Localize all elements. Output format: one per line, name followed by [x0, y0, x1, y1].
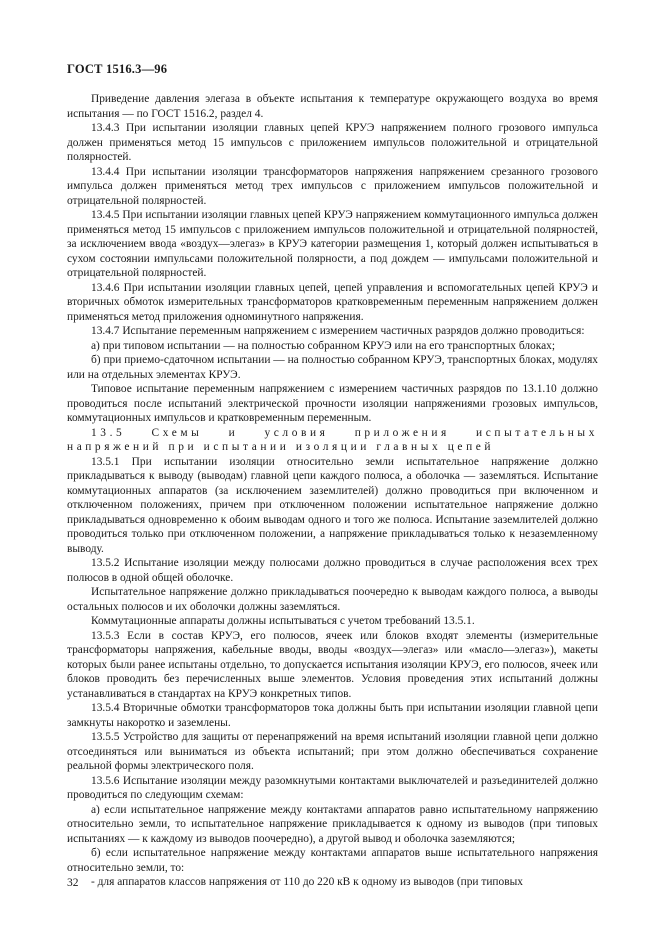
paragraph: Испытательное напряжение должно прикладываться поочередно к выводам каждого полюса, а выводы остальных полюсов и их оболочки должны заземляться. [67, 586, 598, 613]
paragraph: 13.5.1 При испытании изоляции относительно земли испытательное напряжение должно прикладываться к выводу (выводам) главной цепи каждого полюса, а оболочка — заземляться. Испытание коммутационных аппаратов (за исключением заземлителей) должно проводиться при включенном и отключенном положениях, причем при отключенном положении испытательное напряжение должно прикладываться одновременно к обоим выводам одного и того же полюса. Испытание заземлителей должно проводиться только при отключенном положении, а напряжение прикладываться только к незаземленному выводу. [67, 455, 598, 555]
document-body [67, 92, 598, 890]
list-item: б) при приемо-сдаточном испытании — на полностью собранном КРУЭ, транспортных блоках, модулях или на отдельных элементах КРУЭ. [67, 354, 598, 381]
paragraph: 13.5.5 Устройство для защиты от перенапряжений на время испытаний изоляции главной цепи должно отсоединяться или выниматься из объекта испытаний; при этом должно обеспечиваться сохранение реальной формы электрического поля. [67, 731, 598, 772]
paragraph: 13.4.4 При испытании изоляции трансформаторов напряжения напряжением срезанного грозового импульса должен применяться метод трех импульсов с приложением импульсов положительной и отрицательной полярностей. [67, 165, 598, 207]
list-item: а) если испытательное напряжение между контактами аппаратов равно испытательному напряжению относительно земли, то испытательное напряжение прикладывается к одному из выводов (при типовых испытаниях — к каждому из выводов поочередно), а другой вывод и оболочка заземляются; [67, 803, 598, 845]
section-heading: 13.5 Схемы и условия приложения испытательных напряжений при испытании изоляции главных цепей [67, 426, 598, 453]
paragraph: 13.5.2 Испытание изоляции между полюсами должно проводиться в случае расположения всех трех полюсов в одной общей оболочке. [67, 557, 598, 584]
page-number: 32 [67, 877, 79, 889]
paragraph: 13.4.6 При испытании изоляции главных цепей, цепей управления и вспомогательных цепей КРУЭ и вторичных обмоток измерительных трансформаторов кратковременным переменным напряжением должен применяться метод приложения одноминутного напряжения. [67, 281, 598, 323]
paragraph: 13.5.6 Испытание изоляции между разомкнутыми контактами выключателей и разъединителей должно проводиться по следующим схемам: [67, 774, 598, 801]
paragraph: 13.5.4 Вторичные обмотки трансформаторов тока должны быть при испытании изоляции главной цепи замкнуты накоротко и заземлены. [67, 702, 598, 729]
paragraph: Приведение давления элегаза в объекте испытания к температуре окружающего воздуха во время испытания — по ГОСТ 1516.2, раздел 4. [67, 93, 598, 120]
paragraph: Коммутационные аппараты должны испытываться с учетом требований 13.5.1. [91, 615, 475, 627]
paragraph: 13.4.3 При испытании изоляции главных цепей КРУЭ напряжением полного грозового импульса должен применяться метод 15 импульсов с приложением импульсов положительной и отрицательной полярностей. [67, 122, 598, 163]
list-item: а) при типовом испытании — на полностью собранном КРУЭ или на его транспортных блоках; [91, 339, 556, 352]
standard-header: ГОСТ 1516.3—96 [67, 62, 168, 76]
paragraph: 13.4.5 При испытании изоляции главных цепей КРУЭ напряжением коммутационного импульса должен применяться метод 15 импульсов с приложением импульсов положительной и отрицательной полярностей, за исключением ввода «воздух—элегаз» в КРУЭ категории размещения 1, который должен испытываться в сухом состоянии импульсами положительной полярности, а под дождем — импульсами положительной и отрицательной полярностей. [67, 209, 598, 279]
list-item: б) если испытательное напряжение между контактами аппаратов выше испытательного напряжения относительно земли, то: [67, 847, 598, 874]
paragraph: 13.5.3 Если в состав КРУЭ, его полюсов, ячеек или блоков входят элементы (измерительные трансформаторы напряжения, кабельные вводы, вводы «воздух—элегаз» или «масло—элегаз»), макеты которых были ранее испытаны отдельно, то допускается испытания изоляции КРУЭ, его полюсов, ячеек или блоков проводить без перечисленных выше элементов. Условия проведения этих испытаний должны устанавливаться в стандартах на КРУЭ конкретных типов. [67, 629, 598, 700]
paragraph: 13.4.7 Испытание переменным напряжением с измерением частичных разрядов должно проводиться: [91, 325, 585, 337]
paragraph: Типовое испытание переменным напряжением с измерением частичных разрядов по 13.1.10 должно проводиться после испытаний электрической прочности изоляции напряжениями грозовых импульсов, коммутационных импульсов и кратковременным переменным. [67, 383, 598, 424]
list-item: - для аппаратов классов напряжения от 110 до 220 кВ к одному из выводов (при типовых [91, 876, 523, 888]
